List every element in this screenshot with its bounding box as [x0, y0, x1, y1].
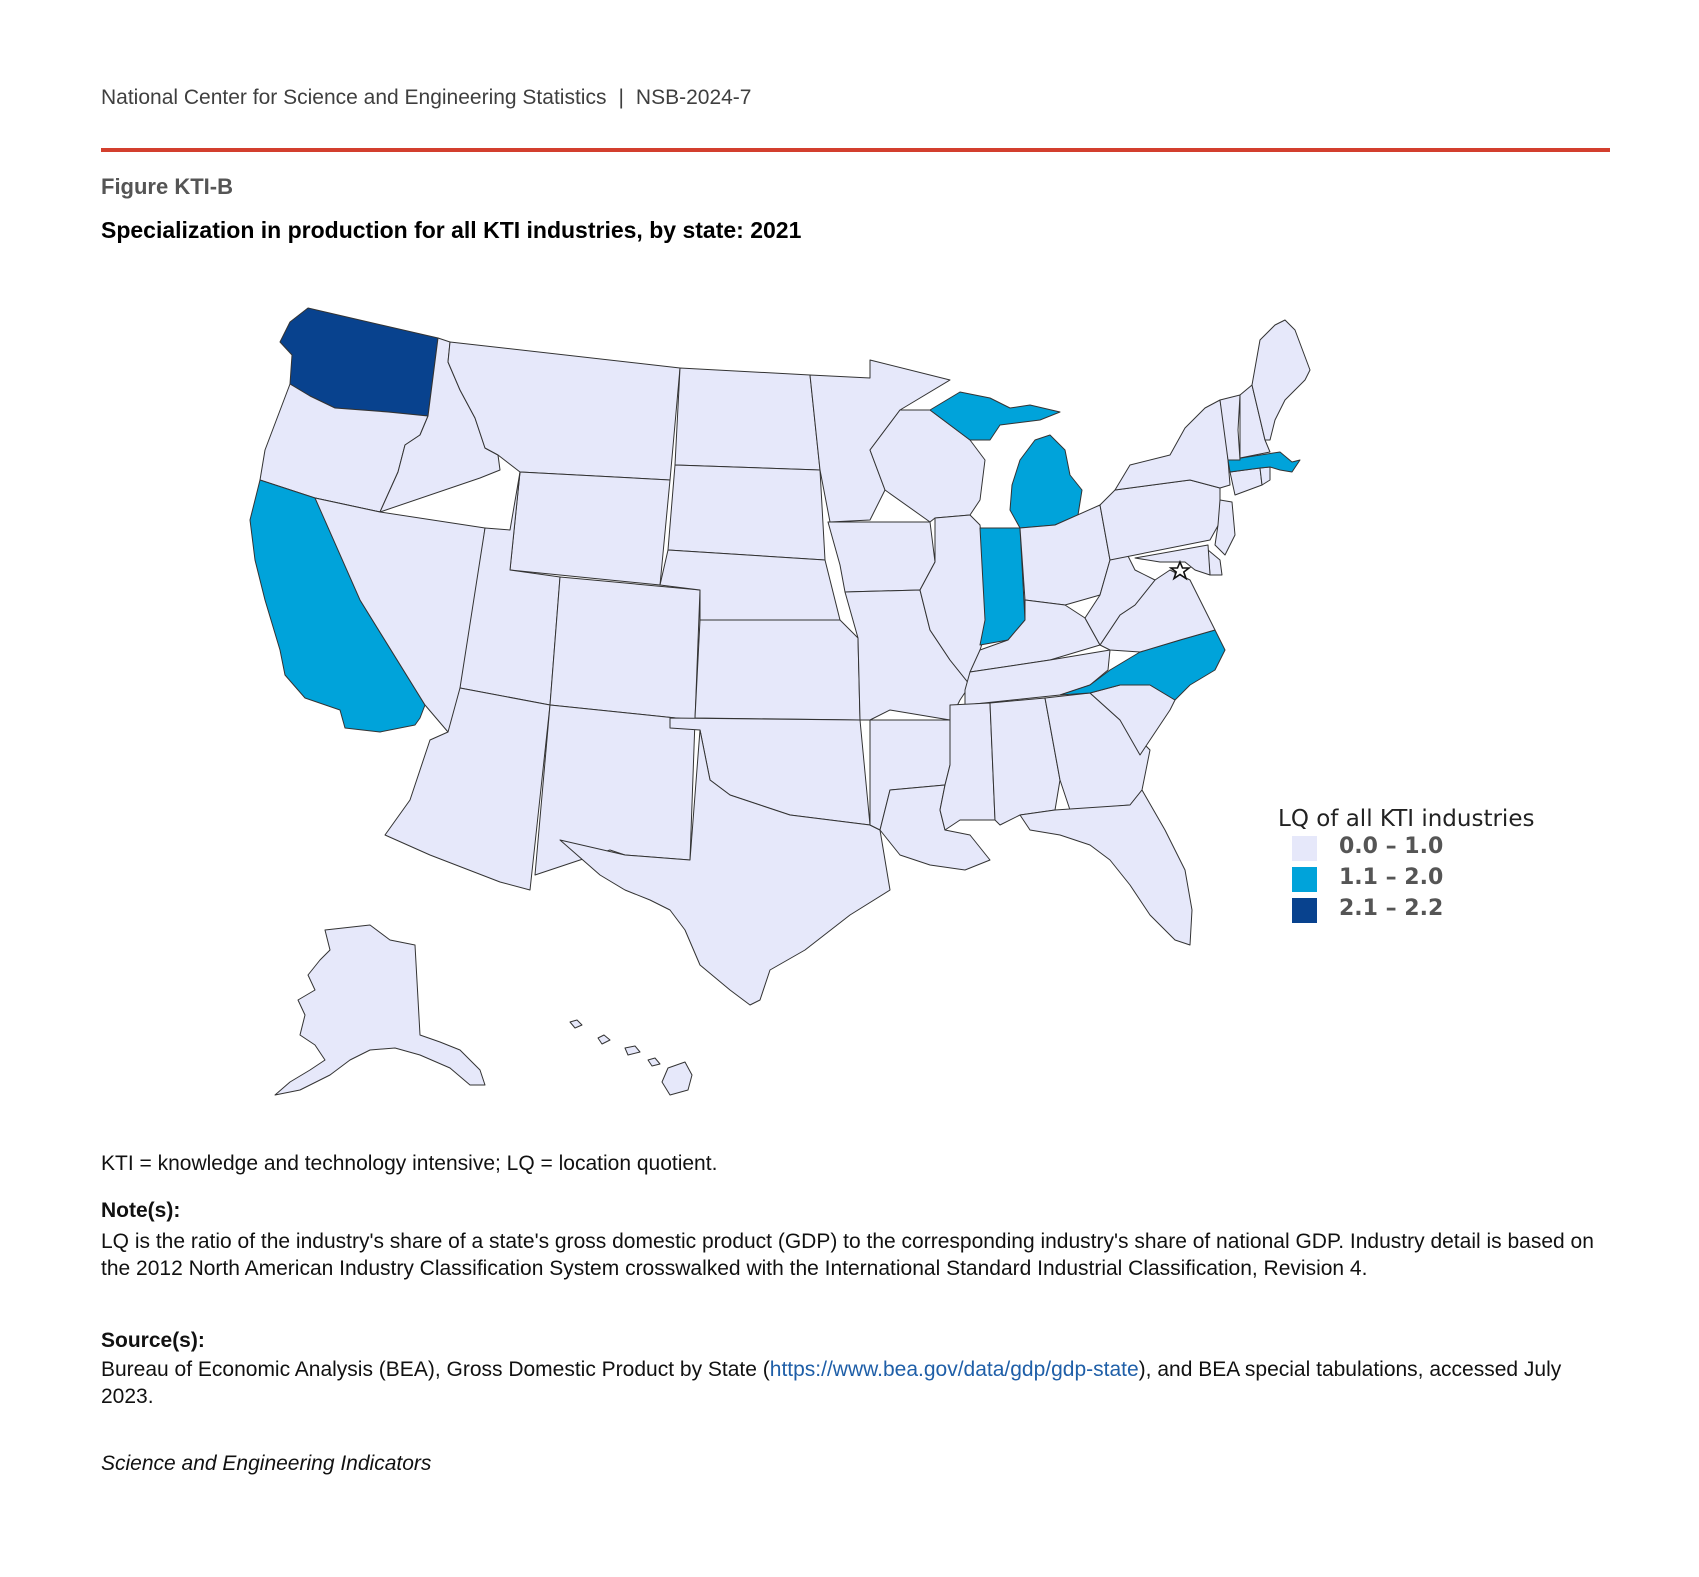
legend-swatch-low — [1292, 836, 1317, 861]
choropleth-map — [230, 300, 1680, 1100]
figure-label: Figure KTI-B — [101, 174, 233, 199]
sources-heading: Source(s): — [101, 1329, 205, 1352]
state-AK — [275, 925, 485, 1095]
state-FL — [1020, 790, 1192, 945]
state-ND — [675, 368, 820, 470]
legend-title: LQ of all KTI industries — [1278, 806, 1535, 832]
notes-text: LQ is the ratio of the industry's share of a state's gross domestic product (GDP) to the corresponding industry's share of national GDP. Industry detail is based on the 2012 North American Industry Classification System crosswalked with the International Standard Industrial Classification, Revision 4. — [101, 1230, 1594, 1280]
legend-item-high — [1278, 894, 1534, 925]
footer-publication: Science and Engineering Indicators — [101, 1452, 432, 1475]
abbreviations: KTI = knowledge and technology intensive; LQ = location quotient. — [101, 1152, 718, 1175]
state-WY — [510, 472, 670, 585]
us-map-svg — [230, 300, 1680, 1100]
sources-text-before: Bureau of Economic Analysis (BEA), Gross Domestic Product by State ( — [101, 1358, 770, 1381]
org-name: National Center for Science and Engineering Statistics — [101, 86, 607, 109]
state-IA — [828, 522, 935, 592]
state-ME — [1252, 320, 1310, 440]
state-SD — [668, 465, 825, 560]
legend-swatch-mid — [1292, 867, 1317, 892]
header-rule — [101, 148, 1610, 152]
figure-title: Specialization in production for all KTI industries, by state: 2021 — [101, 217, 802, 243]
state-MI-LP — [1010, 435, 1082, 528]
sources-text — [101, 1356, 1611, 1410]
state-HI-1 — [570, 1020, 582, 1028]
state-NM — [535, 705, 695, 875]
legend-label-low: 0.0 – 1.0 — [1339, 834, 1444, 859]
state-NY — [1115, 400, 1230, 490]
state-RI — [1260, 467, 1270, 485]
header-separator: | — [618, 86, 624, 109]
legend-item-mid — [1278, 863, 1534, 894]
state-CO — [550, 577, 700, 720]
legend-label-high: 2.1 – 2.2 — [1339, 896, 1444, 921]
state-HI-4 — [648, 1058, 660, 1066]
source-link[interactable]: https://www.bea.gov/data/gdp/gdp-state — [769, 1358, 1139, 1381]
report-id: NSB-2024-7 — [635, 86, 752, 109]
state-HI-3 — [625, 1046, 640, 1055]
map-legend — [1278, 806, 1534, 925]
legend-label-mid: 1.1 – 2.0 — [1339, 865, 1444, 890]
legend-swatch-high — [1292, 898, 1317, 923]
sources-text-after: ), and BEA special tabulations, accessed July 2023. — [101, 1358, 1562, 1408]
state-CT — [1230, 468, 1262, 495]
legend-item-low — [1278, 832, 1534, 863]
state-HI-2 — [598, 1035, 610, 1044]
notes-heading: Note(s): — [101, 1199, 181, 1222]
report-header — [101, 86, 751, 110]
state-HI-5 — [662, 1062, 692, 1095]
state-KS — [695, 620, 860, 720]
